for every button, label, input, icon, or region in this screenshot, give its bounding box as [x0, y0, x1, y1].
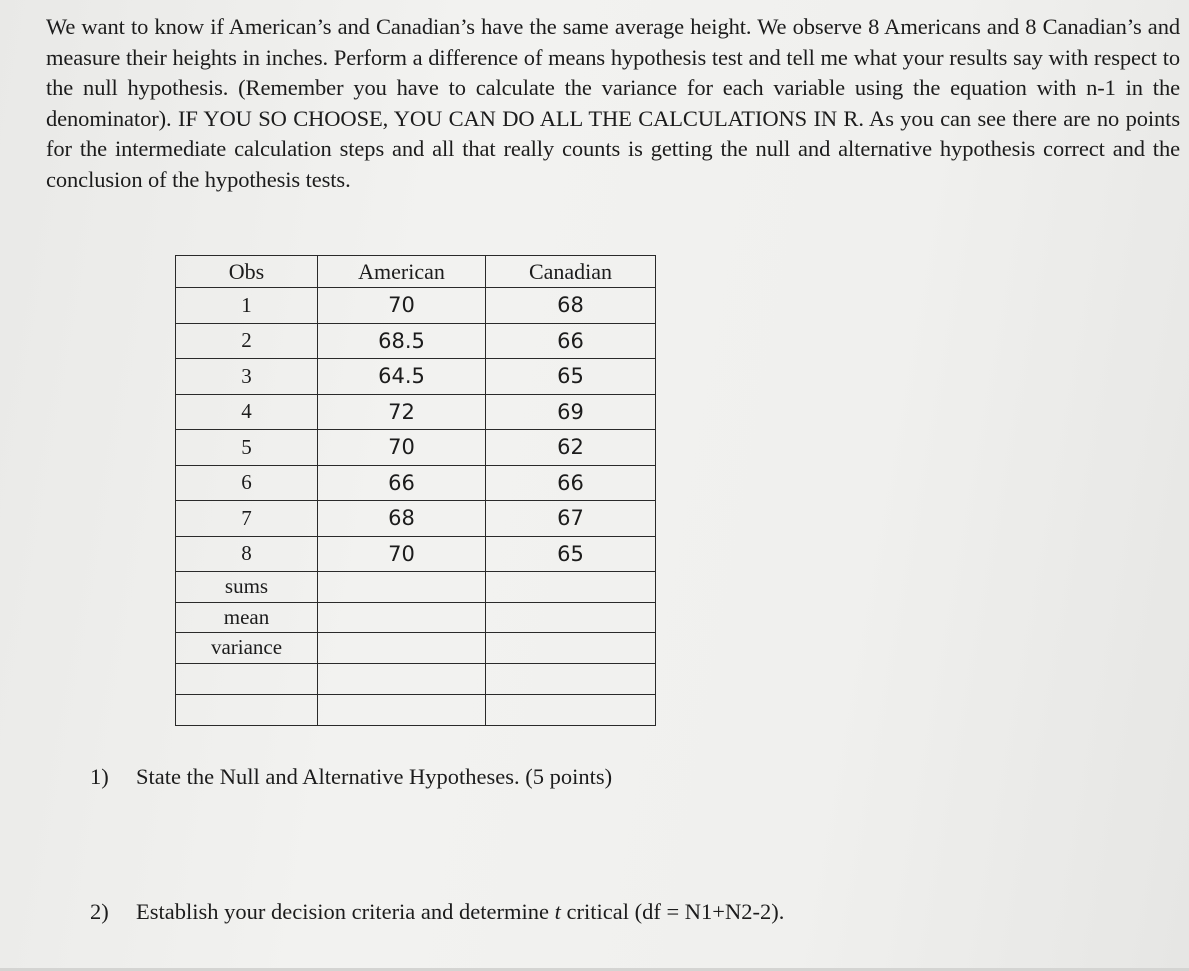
mean-row — [176, 602, 656, 633]
question-1-number: 1) — [90, 764, 109, 789]
header-american: American — [318, 256, 486, 288]
empty-cell — [486, 694, 656, 725]
american-cell: 72 — [318, 394, 486, 430]
heights-table — [175, 255, 656, 726]
american-cell: 64.5 — [318, 359, 486, 395]
mean-label: mean — [176, 602, 318, 633]
obs-cell: 8 — [176, 536, 318, 572]
canadian-cell: 62 — [486, 430, 656, 466]
obs-cell: 4 — [176, 394, 318, 430]
canadian-variance-cell — [486, 633, 656, 664]
canadian-mean-cell — [486, 602, 656, 633]
table-row — [176, 359, 656, 395]
canadian-cell: 67 — [486, 501, 656, 537]
empty-row — [176, 663, 656, 694]
obs-cell: 7 — [176, 501, 318, 537]
canadian-cell: 65 — [486, 359, 656, 395]
empty-cell — [176, 694, 318, 725]
american-cell: 70 — [318, 536, 486, 572]
obs-cell: 5 — [176, 430, 318, 466]
variance-row — [176, 633, 656, 664]
american-sum-cell — [318, 572, 486, 603]
table-row — [176, 288, 656, 324]
question-2 — [90, 899, 784, 925]
obs-cell: 2 — [176, 323, 318, 359]
question-2-text-after: critical (df = N1+N2-2). — [560, 899, 785, 924]
canadian-sum-cell — [486, 572, 656, 603]
problem-statement: We want to know if American’s and Canadian’s have the same average height. We observe 8 Americans and 8 Canadian’s and measure their heights in inches. Perform a difference of means hypothesis test and tell me what your results say with respect to the null hypothesis. (Remember you have to calculate the variance for each variable using the equation with n-1 in the denominator). IF YOU SO CHOOSE, YOU CAN DO ALL THE CALCULATIONS IN R. As you can see there are no points for the intermediate calculation steps and all that really counts is getting the null and alternative hypothesis correct and the conclusion of the hypothesis tests. — [46, 14, 1180, 192]
obs-cell: 1 — [176, 288, 318, 324]
american-variance-cell — [318, 633, 486, 664]
american-mean-cell — [318, 602, 486, 633]
empty-cell — [318, 694, 486, 725]
obs-cell: 3 — [176, 359, 318, 395]
sums-label: sums — [176, 572, 318, 603]
empty-row — [176, 694, 656, 725]
american-cell: 70 — [318, 430, 486, 466]
canadian-cell: 68 — [486, 288, 656, 324]
canadian-cell: 69 — [486, 394, 656, 430]
american-cell: 70 — [318, 288, 486, 324]
table-row — [176, 394, 656, 430]
obs-cell: 6 — [176, 465, 318, 501]
table-row — [176, 501, 656, 537]
table-row — [176, 536, 656, 572]
header-obs: Obs — [176, 256, 318, 288]
empty-cell — [486, 663, 656, 694]
question-1-text: State the Null and Alternative Hypotheses. (5 points) — [136, 764, 613, 789]
table-row — [176, 323, 656, 359]
sums-row — [176, 572, 656, 603]
t-symbol: t — [554, 899, 561, 924]
american-cell: 68 — [318, 501, 486, 537]
header-canadian: Canadian — [486, 256, 656, 288]
question-2-number: 2) — [90, 899, 109, 924]
empty-cell — [318, 663, 486, 694]
table-header-row — [176, 256, 656, 288]
canadian-cell: 66 — [486, 465, 656, 501]
variance-label: variance — [176, 633, 318, 664]
canadian-cell: 65 — [486, 536, 656, 572]
table-row — [176, 430, 656, 466]
american-cell: 68.5 — [318, 323, 486, 359]
question-2-text-before: Establish your decision criteria and determine — [136, 899, 555, 924]
question-1 — [90, 764, 612, 790]
american-cell: 66 — [318, 465, 486, 501]
empty-cell — [176, 663, 318, 694]
canadian-cell: 66 — [486, 323, 656, 359]
table-row — [176, 465, 656, 501]
